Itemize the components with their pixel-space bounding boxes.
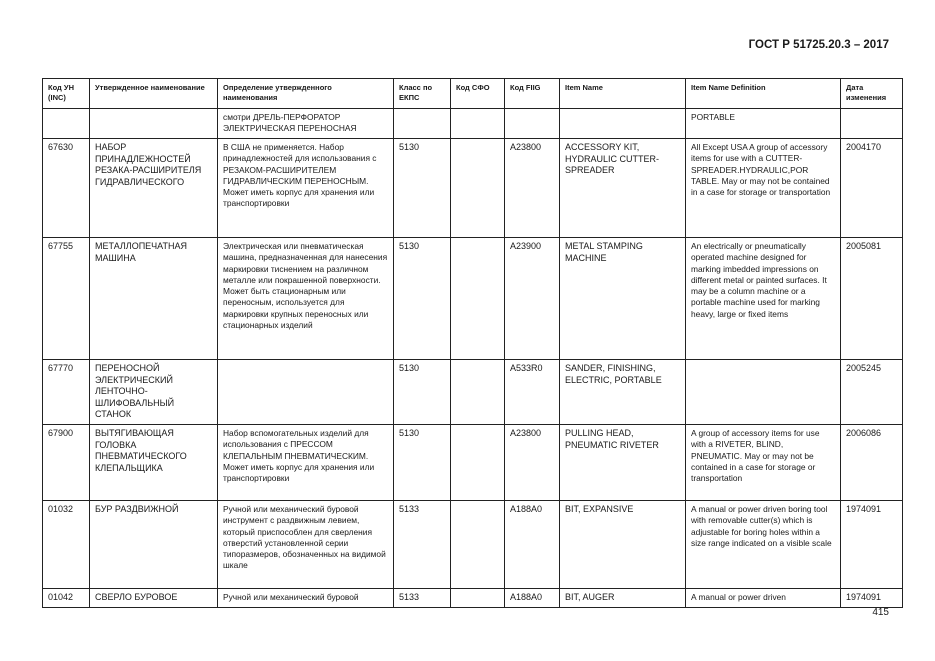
cell-definition: Ручной или механический буровой инструмент с раздвижным левием, который приспособлен для сверления отверстий установленной серии типоразмеров, обозначенных на видимой шкале [218, 501, 394, 589]
document-number: ГОСТ Р 51725.20.3 – 2017 [748, 39, 889, 51]
cell-definition: Электрическая или пневматическая машина, предназначенная для нанесения маркировки тиснением на различном металле или покрашенной поверхности. Может быть стационарным или переносным, используется для маркировки крупных переносных или стационарных изделий [218, 238, 394, 360]
cell-inc: 01042 [43, 589, 90, 608]
cell-item-name: PULLING HEAD, PNEUMATIC RIVETER [560, 425, 686, 501]
cell-sfo [451, 139, 505, 238]
table-row-continuation [43, 109, 903, 139]
cell-sfo [451, 238, 505, 360]
cell-fiig: A533R0 [505, 360, 560, 425]
cell-name: БУР РАЗДВИЖНОЙ [90, 501, 218, 589]
col-header-definition: Определение утвержденного наименования [218, 79, 394, 109]
col-header-inc: Код УН (INC) [43, 79, 90, 109]
col-header-name: Утвержденное наименование [90, 79, 218, 109]
cell-definition: Набор вспомогательных изделий для использования с ПРЕССОМ КЛЕПАЛЬНЫМ ПНЕВМАТИЧЕСКИМ. Может иметь корпус для хранения или транспортировки [218, 425, 394, 501]
cell-sfo [451, 589, 505, 608]
cell-ekps: 5133 [394, 501, 451, 589]
cell-item-name: ACCESSORY KIT, HYDRAULIC CUTTER-SPREADER [560, 139, 686, 238]
col-header-sfo: Код СФО [451, 79, 505, 109]
cell-inc: 67900 [43, 425, 90, 501]
cell-name: МЕТАЛЛОПЕЧАТНАЯ МАШИНА [90, 238, 218, 360]
table-row [43, 501, 903, 589]
cell-item-definition: All Except USA A group of accessory items for use with a CUTTER-SPREADER.HYDRAULIC,POR TABLE. May or may not be contained in a case for storage or transportation [686, 139, 841, 238]
col-header-item-definition: Item Name Definition [686, 79, 841, 109]
cell-item-definition: A manual or power driven boring tool with removable cutter(s) which is adjustable for boring holes within a size range indicated on a visible scale [686, 501, 841, 589]
cell-definition: Ручной или механический буровой [218, 589, 394, 608]
cell-ekps: 5133 [394, 589, 451, 608]
cell-fiig: A23900 [505, 238, 560, 360]
cell-definition: В США не применяется. Набор принадлежностей для использования с РЕЗАКОМ-РАСШИРИТЕЛЕМ ГИДРАВЛИЧЕСКИМ ПЕРЕНОСНЫМ. Может иметь корпус для хранения или транспортировки [218, 139, 394, 238]
cell-date: 2006086 [841, 425, 903, 501]
col-header-fiig: Код FIIG [505, 79, 560, 109]
cell-ekps: 5130 [394, 360, 451, 425]
cell-fiig: A188A0 [505, 501, 560, 589]
cell-item-name: SANDER, FINISHING, ELECTRIC, PORTABLE [560, 360, 686, 425]
cell-item-definition [686, 360, 841, 425]
cell-sfo [451, 425, 505, 501]
cell-date: 1974091 [841, 589, 903, 608]
cell-inc: 67630 [43, 139, 90, 238]
table-row [43, 238, 903, 360]
cell-name: НАБОР ПРИНАДЛЕЖНОСТЕЙ РЕЗАКА-РАСШИРИТЕЛЯ ГИДРАВЛИЧЕСКОГО [90, 139, 218, 238]
cell-definition [218, 360, 394, 425]
cell-date: 2005081 [841, 238, 903, 360]
cell-item-definition: A manual or power driven [686, 589, 841, 608]
cell-date: 1974091 [841, 501, 903, 589]
table-row [43, 589, 903, 608]
cell-ekps: 5130 [394, 238, 451, 360]
cell-date: 2005245 [841, 360, 903, 425]
cell-sfo [451, 501, 505, 589]
cell-ekps: 5130 [394, 139, 451, 238]
col-header-date: Дата изменения [841, 79, 903, 109]
cell-item-definition: PORTABLE [686, 109, 841, 139]
cell-definition: смотри ДРЕЛЬ-ПЕРФОРАТОР ЭЛЕКТРИЧЕСКАЯ ПЕРЕНОСНАЯ [218, 109, 394, 139]
page-number: 415 [872, 607, 889, 618]
cell-item-name: METAL STAMPING MACHINE [560, 238, 686, 360]
cell-ekps: 5130 [394, 425, 451, 501]
nomenclature-table [42, 78, 903, 608]
table-row [43, 139, 903, 238]
cell-inc: 01032 [43, 501, 90, 589]
cell-fiig: A188A0 [505, 589, 560, 608]
table-row [43, 360, 903, 425]
cell-item-definition: A group of accessory items for use with a RIVETER, BLIND, PNEUMATIC. May or may not be contained in a case for storage or transportation [686, 425, 841, 501]
cell-inc: 67755 [43, 238, 90, 360]
cell-item-definition: An electrically or pneumatically operated machine designed for marking imbedded impressions on different metal or painted surfaces. It may be a column machine or a portable machine used for marking heavy, large or fixed items [686, 238, 841, 360]
col-header-item-name: Item Name [560, 79, 686, 109]
cell-name: ПЕРЕНОСНОЙ ЭЛЕКТРИЧЕСКИЙ ЛЕНТОЧНО-ШЛИФОВАЛЬНЫЙ СТАНОК [90, 360, 218, 425]
cell-fiig: A23800 [505, 425, 560, 501]
cell-fiig: A23800 [505, 139, 560, 238]
cell-date: 2004170 [841, 139, 903, 238]
cell-name: ВЫТЯГИВАЮЩАЯ ГОЛОВКА ПНЕВМАТИЧЕСКОГО КЛЕПАЛЬЩИКА [90, 425, 218, 501]
cell-item-name: BIT, AUGER [560, 589, 686, 608]
col-header-ekps: Класс по ЕКПС [394, 79, 451, 109]
cell-inc: 67770 [43, 360, 90, 425]
cell-item-name: BIT, EXPANSIVE [560, 501, 686, 589]
cell-sfo [451, 360, 505, 425]
table-header-row [43, 79, 903, 109]
table-row [43, 425, 903, 501]
cell-name: СВЕРЛО БУРОВОЕ [90, 589, 218, 608]
